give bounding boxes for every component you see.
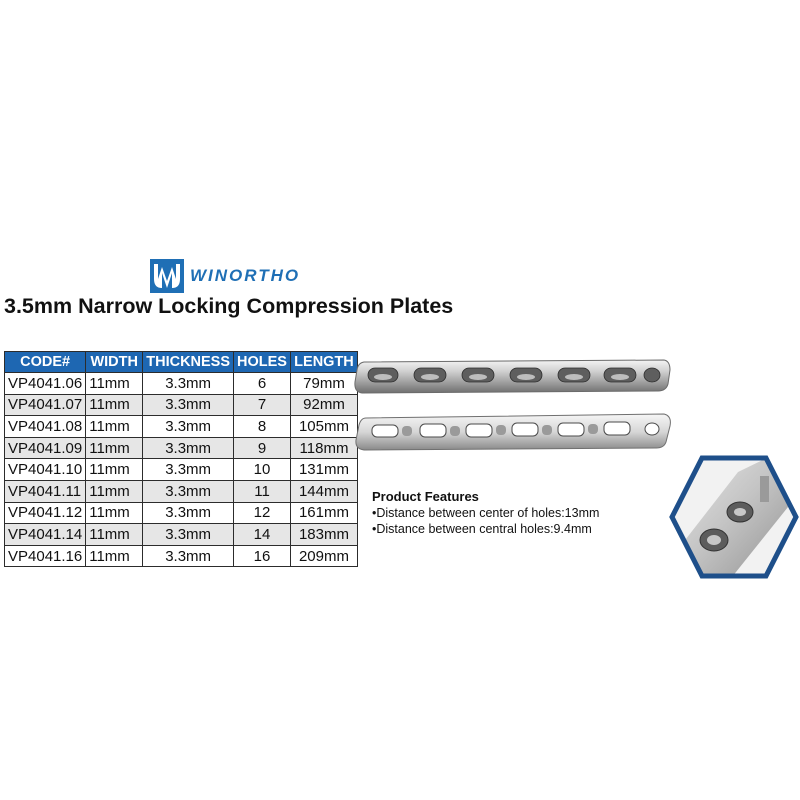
cell-thickness: 3.3mm [143,459,234,481]
cell-code: VP4041.09 [5,437,86,459]
cell-code: VP4041.06 [5,373,86,395]
cell-thickness: 3.3mm [143,394,234,416]
column-header-holes: HOLES [234,352,291,373]
cell-thickness: 3.3mm [143,502,234,524]
winortho-logo-icon [150,259,184,293]
cell-holes: 9 [234,437,291,459]
cell-width: 11mm [86,416,143,438]
features-heading: Product Features [372,489,479,504]
column-header-width: WIDTH [86,352,143,373]
feature-item: •Distance between central holes:9.4mm [372,522,592,536]
cell-length: 131mm [290,459,357,481]
cell-width: 11mm [86,459,143,481]
cell-thickness: 3.3mm [143,524,234,546]
table-row [5,394,358,416]
cell-thickness: 3.3mm [143,480,234,502]
cell-holes: 14 [234,524,291,546]
cell-width: 11mm [86,545,143,567]
cell-holes: 8 [234,416,291,438]
cell-width: 11mm [86,373,143,395]
cell-length: 183mm [290,524,357,546]
table-row [5,524,358,546]
cell-code: VP4041.08 [5,416,86,438]
table-row [5,437,358,459]
table-row [5,373,358,395]
cell-length: 92mm [290,394,357,416]
cell-thickness: 3.3mm [143,437,234,459]
cell-code: VP4041.10 [5,459,86,481]
product-features [372,489,599,537]
cell-holes: 12 [234,502,291,524]
table-row [5,502,358,524]
brand-name: WINORTHO [190,266,301,285]
cell-length: 161mm [290,502,357,524]
table-row [5,480,358,502]
cell-width: 11mm [86,394,143,416]
specification-table [4,351,358,567]
cell-length: 79mm [290,373,357,395]
cell-holes: 7 [234,394,291,416]
cell-code: VP4041.16 [5,545,86,567]
page-title: 3.5mm Narrow Locking Compression Plates [4,294,454,318]
cell-length: 105mm [290,416,357,438]
column-header-code: CODE# [5,352,86,373]
cell-holes: 6 [234,373,291,395]
plate-side-view-image [352,408,674,454]
cell-length: 118mm [290,437,357,459]
cell-code: VP4041.14 [5,524,86,546]
table-row [5,416,358,438]
cell-code: VP4041.11 [5,480,86,502]
cell-holes: 10 [234,459,291,481]
column-header-length: LENGTH [290,352,357,373]
table-row [5,459,358,481]
feature-item: •Distance between center of holes:13mm [372,506,600,520]
cell-code: VP4041.12 [5,502,86,524]
cell-width: 11mm [86,524,143,546]
cell-thickness: 3.3mm [143,373,234,395]
cell-thickness: 3.3mm [143,545,234,567]
cell-length: 144mm [290,480,357,502]
cell-thickness: 3.3mm [143,416,234,438]
cell-code: VP4041.07 [5,394,86,416]
cell-holes: 16 [234,545,291,567]
column-header-thickness: THICKNESS [143,352,234,373]
table-header-row [5,352,358,373]
plate-top-view-image [352,356,672,396]
cell-width: 11mm [86,480,143,502]
plate-closeup-hexagon-image [668,452,800,582]
table-row [5,545,358,567]
cell-width: 11mm [86,502,143,524]
cell-length: 209mm [290,545,357,567]
cell-holes: 11 [234,480,291,502]
cell-width: 11mm [86,437,143,459]
brand-logo [150,258,300,294]
